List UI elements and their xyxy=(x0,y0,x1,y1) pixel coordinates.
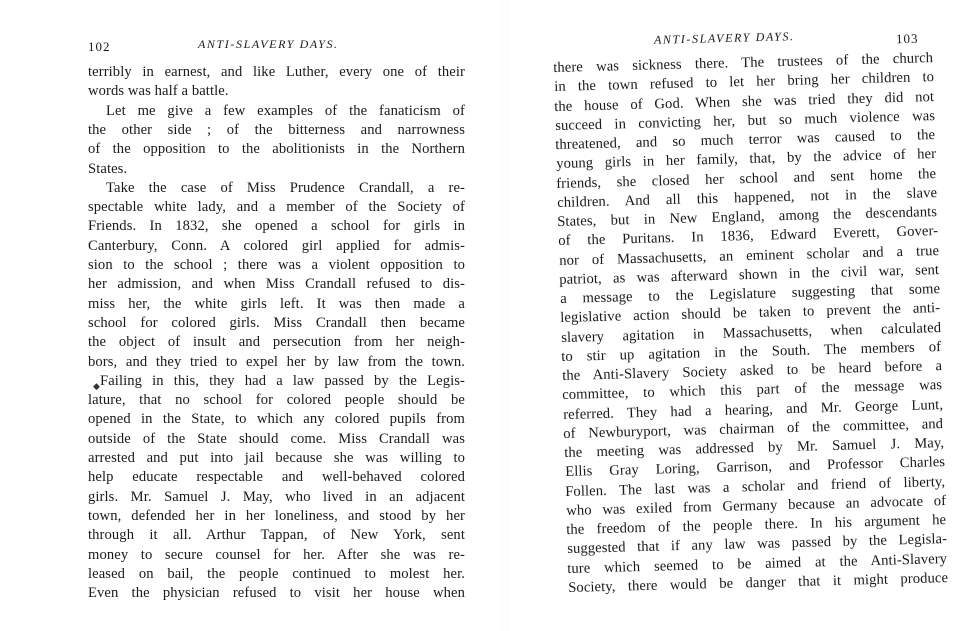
text-line: the freedom of the people there. In his argument he xyxy=(566,512,947,538)
text-line: to stir up agitation in the South. The members of xyxy=(561,338,942,365)
text-line: bors, and they tried to expel her by law from the town. xyxy=(88,353,465,370)
page-number: 102 xyxy=(88,39,111,54)
text-line: in the town refused to let her bring her children to xyxy=(553,69,934,96)
text-line: Society, there would be danger that it might produce xyxy=(567,569,949,596)
text-line: Follen. The last was a scholar and friend of liberty, xyxy=(565,473,946,500)
right-page xyxy=(510,0,980,631)
text-line: Take the case of Miss Prudence Crandall, a re- xyxy=(106,179,465,196)
text-line: States, but in New England, among the descendants xyxy=(557,204,938,230)
text-line: town, defended her in her loneliness, and stood by her xyxy=(88,507,465,524)
text-line: succeed in convicting her, but so much violence was xyxy=(554,107,935,134)
text-line: referred. They had a hearing, and Mr. George Lunt, xyxy=(562,396,944,423)
text-line: money to secure counsel for her. After she was re- xyxy=(88,546,465,563)
text-line: words was half a battle. xyxy=(88,83,229,100)
text-line: leased on bail, the people continued to molest her. xyxy=(88,565,465,582)
text-line: a message to the Legislature suggesting that some xyxy=(559,281,940,307)
text-line: Ellis Gray Loring, Garrison, and Professor Charles xyxy=(564,454,945,481)
text-line: slavery agitation in Massachusetts, when calculated xyxy=(560,319,942,346)
text-line: young girls in her family, that, by the advice of her xyxy=(555,146,937,173)
text-line: opened in the State, to which any colored pupils from xyxy=(88,411,465,428)
text-line: children. And all this happened, not in the slave xyxy=(556,184,938,211)
text-line: spectable white lady, and a member of the Society of xyxy=(88,199,465,216)
text-line: Let me give a few examples of the fanaticism of xyxy=(106,102,465,119)
text-line: the house of God. When she was tried they did not xyxy=(554,88,935,115)
text-line: the meeting was addressed by Mr. Samuel J. May, xyxy=(564,435,945,461)
text-line: Friends. In 1832, she opened a school for girls in xyxy=(88,218,465,235)
text-line: her admission, and when Miss Crandall refused to dis- xyxy=(88,276,465,293)
text-line: nor of Massachusetts, an eminent scholar and a true xyxy=(558,242,939,269)
text-line: Even the physician refused to visit her house when xyxy=(88,585,465,602)
text-line: help educate respectable and well-behaved colored xyxy=(88,469,465,486)
text-line: threatened, and so much terror was caused to the xyxy=(555,127,936,153)
text-line: school for colored girls. Miss Crandall then became xyxy=(88,314,465,331)
text-line: ture which seemed to be aimed at the Anti-Slavery xyxy=(567,550,948,577)
text-line: there was sickness there. The trustees of the church xyxy=(553,50,934,76)
text-line: sion to the school ; there was a violent opposition to xyxy=(88,257,465,273)
running-head: ANTI-SLAVERY DAYS. xyxy=(198,37,339,51)
text-line: miss her, the white girls left. It was then made a xyxy=(88,295,465,312)
text-line: of the Puritans. In 1836, Edward Everett, Gover- xyxy=(557,223,939,250)
text-line: Failing in this, they had a law passed by the Legis- xyxy=(100,372,465,389)
text-line: Canterbury, Conn. A colored girl applied for admis- xyxy=(88,237,465,254)
text-line: arrested and put into jail because she was willing to xyxy=(88,450,465,466)
text-line: the other side ; of the bitterness and narrowness xyxy=(88,121,465,138)
text-line: who was exiled from Germany because an advocate of xyxy=(565,492,946,519)
text-line: the Anti-Slavery Society asked to be heard before a xyxy=(561,358,943,384)
text-line: committee, to which this part of the message was xyxy=(562,377,943,404)
text-line: legislative action should be taken to prevent the anti- xyxy=(560,300,941,327)
text-line: patriot, as was afterward shown in the civil war, sent xyxy=(559,261,940,288)
running-head: ANTI-SLAVERY DAYS. xyxy=(653,29,795,47)
text-line: lature, that no school for colored people should be xyxy=(88,392,465,409)
text-line: suggested that if any law was passed by the Legisla- xyxy=(566,531,948,558)
text-line: girls. Mr. Samuel J. May, who lived in an adjacent xyxy=(88,488,465,505)
text-line: outside of the State should come. Miss Crandall was xyxy=(88,430,465,447)
text-line: friends, she closed her school and sent home the xyxy=(556,165,937,192)
text-line: of Newburyport, was chairman of the committee, and xyxy=(563,415,944,442)
text-line: of the opposition to the abolitionists in the Northern xyxy=(88,141,465,158)
text-line: through it all. Arthur Tappan, of New York, sent xyxy=(88,527,465,544)
text-line: the object of insult and persecution from her neigh- xyxy=(88,334,465,351)
text-line: States. xyxy=(88,160,128,177)
book-gutter xyxy=(500,0,510,631)
page-number: 103 xyxy=(895,30,919,47)
text-line: terribly in earnest, and like Luther, every one of their xyxy=(88,64,465,80)
ornament-mark: ◆ xyxy=(93,381,100,391)
